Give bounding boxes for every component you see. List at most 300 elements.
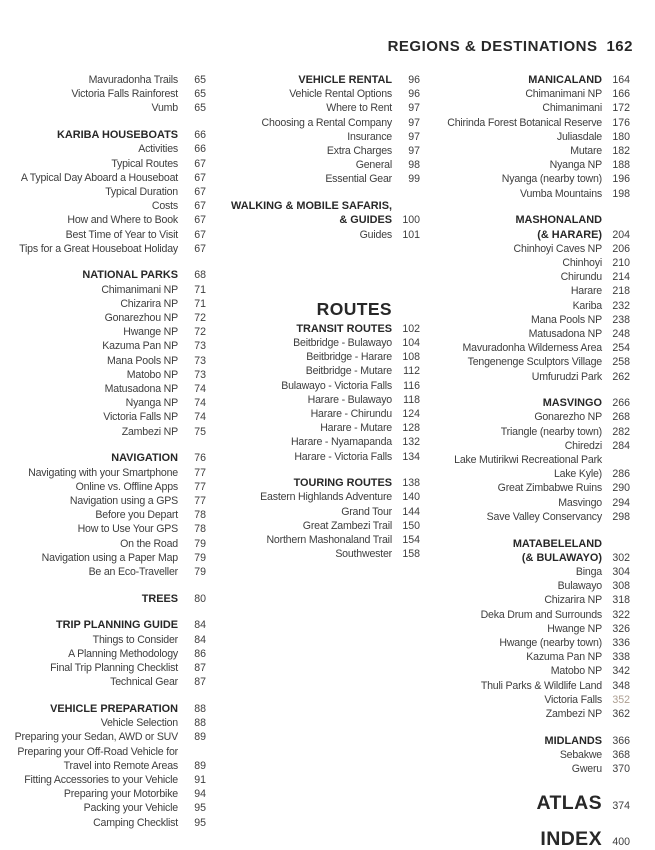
toc-entry-label: Tengenenge Sculptors Village <box>467 356 602 369</box>
toc-entry-label: A Planning Methodology <box>68 647 178 660</box>
toc-entry-row <box>8 773 206 787</box>
toc-entry-label: Nyanga NP <box>125 397 178 410</box>
toc-entry-page-number: 74 <box>194 411 206 424</box>
toc-entry-row <box>226 228 420 242</box>
toc-entry-row <box>8 410 206 424</box>
toc-entry-label: Costs <box>151 200 178 213</box>
toc-section-title: TRIP PLANNING GUIDE <box>55 619 178 632</box>
toc-entry-page-number: 232 <box>612 299 630 312</box>
toc-entry-page-number: 78 <box>194 523 206 536</box>
toc-section <box>226 73 420 187</box>
toc-entry-label: Northern Mashonaland Trail <box>266 534 392 547</box>
toc-entry-label: Kazuma Pan NP <box>102 340 178 353</box>
toc-entry-page-number: 112 <box>403 365 420 378</box>
toc-entry-label: Things to Consider <box>92 633 178 646</box>
toc-entry-label: Chizarira NP <box>544 594 602 607</box>
toc-entry-row <box>430 370 630 384</box>
toc-entry-page-number: 75 <box>194 425 206 438</box>
toc-entry-page-number: 134 <box>402 450 420 463</box>
toc-entry-label: Vumba Mountains <box>520 187 602 200</box>
toc-entry-row <box>8 425 206 439</box>
toc-entry-row <box>430 510 630 524</box>
toc-entry-page-number: 97 <box>408 130 420 143</box>
toc-section-title-row <box>430 228 630 242</box>
toc-entry-label: Mutare <box>570 145 602 158</box>
toc-entry-row <box>226 130 420 144</box>
toc-entry-label: How and Where to Book <box>67 214 178 227</box>
toc-section-title-row <box>430 537 630 551</box>
toc-entry-row <box>226 87 420 101</box>
toc-entry-page-number: 100 <box>402 214 420 227</box>
toc-entry-row <box>8 633 206 647</box>
toc-section-title-row <box>430 213 630 227</box>
toc-entry-label: Chizarira NP <box>120 297 178 310</box>
toc-entry-page-number: 89 <box>194 731 206 744</box>
toc-section-title-row <box>8 618 206 632</box>
toc-entry-label: Binga <box>575 566 602 578</box>
toc-entry-page-number: 198 <box>612 187 630 200</box>
toc-entry-row <box>226 336 420 350</box>
toc-entry-page-number: 72 <box>194 312 206 325</box>
toc-entry-row <box>226 350 420 364</box>
toc-entry-page-number: 67 <box>194 228 206 241</box>
toc-entry-label: Grand Tour <box>341 505 392 518</box>
toc-entry-row <box>430 87 630 101</box>
toc-entry-row <box>8 157 206 171</box>
toc-section-title: TREES <box>141 592 178 605</box>
toc-entry-page-number: 176 <box>612 116 630 129</box>
toc-entry-label: Nyanga NP <box>549 159 602 172</box>
toc-entry-page-number: 67 <box>194 185 206 198</box>
toc-entry-label: Harare - Bulawayo <box>307 393 392 406</box>
toc-entry-page-number: 116 <box>403 379 420 392</box>
toc-entry-row <box>430 410 630 424</box>
toc-entry-row <box>430 579 630 593</box>
toc-entry-row <box>226 364 420 378</box>
toc-entry-label: Gweru <box>571 763 602 776</box>
toc-entry-page-number: 400 <box>612 836 630 849</box>
toc-entry-label: Extra Charges <box>326 145 392 158</box>
toc-entry-row <box>430 593 630 607</box>
toc-entry-label: Where to Rent <box>326 102 392 115</box>
toc-entry-label: Kazuma Pan NP <box>526 651 602 664</box>
toc-entry-label: Victoria Falls NP <box>103 411 178 424</box>
toc-entry-page-number: 65 <box>194 102 206 115</box>
toc-entry-page-number: 66 <box>194 143 206 156</box>
toc-entry-row <box>430 341 630 355</box>
toc-section-title: MANICALAND <box>528 74 602 86</box>
toc-section-title: MATABELELAND <box>512 537 602 550</box>
toc-section-title-row <box>8 592 206 606</box>
toc-entry-page-number: 79 <box>194 537 206 550</box>
toc-entry-page-number: 67 <box>194 200 206 213</box>
toc-entry-row <box>430 679 630 693</box>
toc-entry-label: Chirundu <box>560 271 602 284</box>
toc-entry-page-number: 67 <box>194 242 206 255</box>
toc-entry-row <box>226 505 420 519</box>
toc-entry-row <box>430 636 630 650</box>
toc-entry-label: Thuli Parks & Wildlife Land <box>480 679 602 692</box>
toc-entry-page-number: 80 <box>194 592 206 605</box>
toc-entry-label: Tips for a Great Houseboat Holiday <box>19 242 178 255</box>
toc-entry-row <box>430 481 630 495</box>
toc-section-title: MIDLANDS <box>544 734 602 747</box>
toc-entry-page-number: 66 <box>194 129 206 142</box>
toc-entry-row <box>430 748 630 762</box>
toc-entry-label: Umfurudzi Park <box>531 370 602 383</box>
toc-entry-row <box>430 116 630 130</box>
toc-entry-row <box>430 762 630 776</box>
toc-entry-row <box>8 716 206 730</box>
toc-column-1 <box>8 73 206 830</box>
toc-entry-label: Hwange NP <box>123 326 178 339</box>
toc-entry-row <box>8 171 206 185</box>
toc-section-title-row <box>226 199 420 213</box>
toc-entry-row <box>226 379 420 393</box>
toc-entry-row <box>430 158 630 172</box>
toc-entry-row <box>226 435 420 449</box>
toc-column-3 <box>430 73 630 850</box>
toc-entry-label: Preparing your Off-Road Vehicle for <box>17 745 178 758</box>
toc-entry-page-number: 104 <box>402 336 420 349</box>
toc-entry-row <box>430 299 630 313</box>
toc-entry-page-number: 73 <box>194 340 206 353</box>
toc-entry-row <box>8 730 206 744</box>
toc-entry-page-number: 374 <box>612 800 630 813</box>
toc-entry-page-number: 128 <box>402 422 420 435</box>
toc-entry-label: Before you Depart <box>95 509 178 522</box>
toc-entry-page-number: 204 <box>612 228 630 241</box>
toc-entry-label: Navigating with your Smartphone <box>28 466 178 479</box>
toc-section <box>226 476 420 561</box>
toc-entry-row <box>8 339 206 353</box>
toc-section-title: NAVIGATION <box>111 452 178 465</box>
toc-section <box>8 618 206 689</box>
toc-entry-row <box>430 256 630 270</box>
toc-entry-row <box>8 142 206 156</box>
toc-section-title: MASHONALAND <box>515 214 602 227</box>
toc-entry-row <box>226 116 420 130</box>
toc-entry-row <box>430 355 630 369</box>
toc-entry-row <box>8 522 206 536</box>
toc-entry-page-number: 102 <box>402 322 420 335</box>
toc-entry-row <box>8 565 206 579</box>
toc-entry-label: Activities <box>138 143 178 156</box>
toc-entry-row <box>226 450 420 464</box>
toc-section <box>430 537 630 722</box>
toc-entry-row <box>430 608 630 622</box>
toc-entry-row <box>430 270 630 284</box>
toc-entry-page-number: 68 <box>194 269 206 282</box>
toc-entry-row <box>8 101 206 115</box>
toc-entry-page-number: 79 <box>194 551 206 564</box>
toc-section <box>430 213 630 383</box>
toc-section <box>430 734 630 777</box>
toc-entry-row <box>226 393 420 407</box>
toc-section-title-row <box>430 551 630 565</box>
toc-section-title-row <box>430 734 630 748</box>
toc-entry-page-number: 77 <box>194 480 206 493</box>
toc-entry-page-number: 76 <box>194 452 206 465</box>
toc-entry-page-number: 352 <box>612 693 630 706</box>
toc-section <box>226 199 420 242</box>
toc-entry-page-number: 248 <box>612 327 630 340</box>
toc-section <box>430 73 630 201</box>
toc-entry-label: Harare <box>570 285 602 298</box>
toc-entry-row <box>8 759 206 773</box>
toc-entry-row <box>8 382 206 396</box>
toc-entry-page-number: 95 <box>194 802 206 815</box>
toc-entry-page-number: 294 <box>612 496 630 509</box>
toc-entry-row <box>430 453 630 467</box>
toc-entry-label: Harare - Chirundu <box>310 407 392 420</box>
toc-entry-row <box>430 130 630 144</box>
toc-entry-label: Be an Eco-Traveller <box>88 566 178 578</box>
toc-entry-page-number: 144 <box>402 505 420 518</box>
page-title-text: REGIONS & DESTINATIONS <box>387 38 598 55</box>
toc-entry-label: Typical Routes <box>111 157 178 170</box>
toc-entry-label: Chinhoyi Caves NP <box>513 242 602 255</box>
toc-entry-row <box>430 284 630 298</box>
toc-entry-label: Gonarezho NP <box>534 411 602 424</box>
toc-entry-label: Hwange (nearby town) <box>499 637 602 650</box>
toc-entry-page-number: 326 <box>612 622 630 635</box>
toc-entry-row <box>430 664 630 678</box>
toc-part-heading: ROUTES <box>316 298 392 319</box>
toc-entry-label: Vehicle Rental Options <box>289 88 392 101</box>
toc-entry-page-number: 336 <box>612 637 630 650</box>
toc-entry-page-number: 67 <box>194 214 206 227</box>
toc-section-title: ATLAS <box>536 792 602 815</box>
toc-entry-page-number: 88 <box>194 702 206 715</box>
toc-entry-label: Chimanimani NP <box>101 283 178 296</box>
toc-entry-row <box>8 647 206 661</box>
toc-entry-label: Save Valley Conservancy <box>486 510 602 523</box>
toc-entry-label: Mana Pools NP <box>106 354 178 367</box>
toc-section-title-row <box>430 73 630 87</box>
toc-entry-page-number: 266 <box>612 397 630 410</box>
toc-section-title: TOURING ROUTES <box>293 477 392 490</box>
toc-section-title-row <box>8 451 206 465</box>
toc-entry-label: Great Zambezi Trail <box>302 519 392 532</box>
toc-entry-label: Navigation using a GPS <box>69 494 178 507</box>
toc-entry-row <box>226 407 420 421</box>
toc-entry-page-number: 98 <box>408 159 420 172</box>
toc-entry-label: Matobo NP <box>126 368 178 381</box>
toc-section <box>430 790 630 819</box>
toc-entry-page-number: 77 <box>194 494 206 507</box>
toc-entry-label: Southwester <box>335 548 392 561</box>
toc-entry-page-number: 342 <box>612 665 630 678</box>
toc-entry-page-number: 214 <box>612 271 630 284</box>
toc-entry-page-number: 97 <box>408 145 420 158</box>
toc-entry-row <box>8 801 206 815</box>
toc-entry-page-number: 188 <box>612 159 630 172</box>
toc-part-heading-row <box>226 296 420 322</box>
toc-entry-label: Best Time of Year to Visit <box>65 228 178 241</box>
toc-entry-row <box>8 396 206 410</box>
toc-entry-row <box>8 816 206 830</box>
toc-entry-row <box>430 327 630 341</box>
toc-entry-page-number: 268 <box>612 411 630 424</box>
toc-entry-page-number: 166 <box>612 88 630 101</box>
toc-entry-label: A Typical Day Aboard a Houseboat <box>20 171 178 184</box>
page-title <box>388 38 633 55</box>
toc-entry-row <box>430 101 630 115</box>
toc-section <box>8 73 206 116</box>
toc-entry-row <box>8 228 206 242</box>
toc-entry-row <box>226 533 420 547</box>
toc-entry-row <box>8 466 206 480</box>
toc-entry-page-number: 158 <box>402 548 420 561</box>
toc-section-title: & GUIDES <box>339 214 392 227</box>
toc-section-title-row <box>8 268 206 282</box>
toc-entry-page-number: 73 <box>194 354 206 367</box>
toc-entry-page-number: 282 <box>612 425 630 438</box>
toc-entry-page-number: 132 <box>402 436 420 449</box>
toc-entry-page-number: 65 <box>194 88 206 101</box>
toc-entry-label: Lake Mutirikwi Recreational Park <box>454 454 602 467</box>
toc-entry-row <box>8 213 206 227</box>
toc-entry-row <box>8 551 206 565</box>
toc-entry-label: Mavuradonha Wilderness Area <box>462 342 602 355</box>
toc-entry-row <box>226 172 420 186</box>
toc-entry-row <box>8 480 206 494</box>
toc-entry-row <box>8 787 206 801</box>
toc-entry-row <box>8 494 206 508</box>
toc-entry-row <box>430 622 630 636</box>
toc-entry-page-number: 164 <box>612 74 630 86</box>
toc-entry-page-number: 258 <box>612 356 630 369</box>
toc-entry-page-number: 87 <box>194 676 206 689</box>
toc-entry-page-number: 138 <box>402 477 420 490</box>
toc-entry-page-number: 95 <box>194 816 206 829</box>
toc-entry-row <box>226 421 420 435</box>
toc-entry-page-number: 370 <box>612 763 630 776</box>
toc-section-title: MASVINGO <box>542 397 602 410</box>
toc-entry-page-number: 118 <box>403 393 420 406</box>
toc-entry-label: Mana Pools NP <box>530 313 602 326</box>
toc-entry-page-number: 96 <box>408 88 420 101</box>
toc-entry-row <box>430 439 630 453</box>
toc-entry-row <box>8 87 206 101</box>
toc-entry-page-number: 71 <box>194 297 206 310</box>
toc-entry-page-number: 84 <box>194 633 206 646</box>
toc-entry-page-number: 108 <box>402 351 420 364</box>
toc-entry-label: Chimanimani NP <box>525 88 602 101</box>
toc-section <box>8 268 206 438</box>
toc-entry-label: Vumb <box>151 102 178 115</box>
toc-section-title: INDEX <box>540 828 602 850</box>
toc-entry-page-number: 318 <box>612 594 630 607</box>
toc-entry-page-number: 210 <box>612 256 630 269</box>
toc-entry-row <box>8 325 206 339</box>
toc-section <box>430 826 630 850</box>
toc-entry-page-number: 67 <box>194 157 206 170</box>
toc-section <box>8 451 206 579</box>
toc-entry-page-number: 218 <box>612 285 630 298</box>
toc-entry-label: Guides <box>359 228 392 241</box>
toc-section-title: KARIBA HOUSEBOATS <box>56 129 178 142</box>
toc-entry-row <box>430 187 630 201</box>
toc-entry-label: Zambezi NP <box>545 708 602 721</box>
toc-entry-label: Packing your Vehicle <box>83 802 178 815</box>
toc-entry-page-number: 91 <box>194 773 206 786</box>
toc-entry-page-number: 74 <box>194 383 206 396</box>
toc-entry-row <box>430 693 630 707</box>
toc-entry-label: Chinhoyi <box>562 256 602 269</box>
toc-entry-label: Eastern Highlands Adventure <box>260 491 392 504</box>
toc-entry-row <box>8 185 206 199</box>
toc-entry-page-number: 96 <box>408 74 420 86</box>
toc-section-title: VEHICLE PREPARATION <box>50 702 178 715</box>
toc-entry-row <box>8 354 206 368</box>
toc-entry-label: Matobo NP <box>550 665 602 678</box>
toc-entry-row <box>430 496 630 510</box>
toc-entry-label: Travel into Remote Areas <box>63 759 178 772</box>
toc-entry-row <box>8 311 206 325</box>
toc-entry-row <box>8 745 206 759</box>
toc-entry-row <box>8 508 206 522</box>
toc-entry-page-number: 368 <box>612 748 630 761</box>
toc-entry-label: Sebakwe <box>559 748 602 761</box>
toc-entry-label: Harare - Victoria Falls <box>294 450 392 463</box>
toc-entry-label: Chiredzi <box>564 439 602 452</box>
toc-entry-page-number: 67 <box>194 171 206 184</box>
toc-entry-page-number: 348 <box>612 679 630 692</box>
toc-entry-label: Matusadona NP <box>104 383 178 396</box>
toc-entry-label: Preparing your Sedan, AWD or SUV <box>14 731 178 744</box>
toc-entry-label: Choosing a Rental Company <box>261 116 392 129</box>
toc-entry-page-number: 74 <box>194 397 206 410</box>
toc-entry-label: Victoria Falls <box>544 693 602 706</box>
toc-section-title-row <box>226 213 420 227</box>
toc-entry-page-number: 308 <box>612 580 630 593</box>
toc-entry-page-number: 71 <box>194 283 206 296</box>
toc-entry-label: Hwange NP <box>547 622 602 635</box>
toc-entry-page-number: 172 <box>612 102 630 115</box>
toc-section-title: NATIONAL PARKS <box>82 269 178 282</box>
toc-entry-label: Navigation using a Paper Map <box>41 551 178 564</box>
toc-entry-label: Preparing your Motorbike <box>63 788 178 801</box>
toc-section-title-row <box>430 790 630 819</box>
toc-entry-label: General <box>355 159 392 172</box>
toc-entry-row <box>226 101 420 115</box>
toc-section-title-row <box>8 702 206 716</box>
toc-entry-page-number: 86 <box>194 647 206 660</box>
toc-entry-label: Beitbridge - Mutare <box>305 365 392 378</box>
toc-entry-row <box>8 368 206 382</box>
toc-entry-page-number: 87 <box>194 662 206 675</box>
toc-entry-page-number: 182 <box>612 145 630 158</box>
toc-entry-row <box>430 144 630 158</box>
toc-entry-page-number: 302 <box>612 551 630 564</box>
toc-entry-row <box>8 297 206 311</box>
toc-entry-row <box>8 283 206 297</box>
toc-section-title: WALKING & MOBILE SAFARIS, <box>231 200 392 213</box>
toc-entry-label: Great Zimbabwe Ruins <box>497 482 602 495</box>
toc-entry-label: Matusadona NP <box>528 327 602 340</box>
toc-entry-label: Fitting Accessories to your Vehicle <box>24 773 178 786</box>
toc-entry-page-number: 290 <box>612 482 630 495</box>
toc-entry-label: Zambezi NP <box>121 425 178 438</box>
toc-entry-page-number: 180 <box>612 130 630 143</box>
toc-entry-row <box>226 490 420 504</box>
toc-column-2 <box>226 73 420 561</box>
toc-entry-label: Beitbridge - Bulawayo <box>293 336 392 349</box>
toc-entry-page-number: 88 <box>194 717 206 730</box>
toc-entry-label: Beitbridge - Harare <box>306 351 392 364</box>
